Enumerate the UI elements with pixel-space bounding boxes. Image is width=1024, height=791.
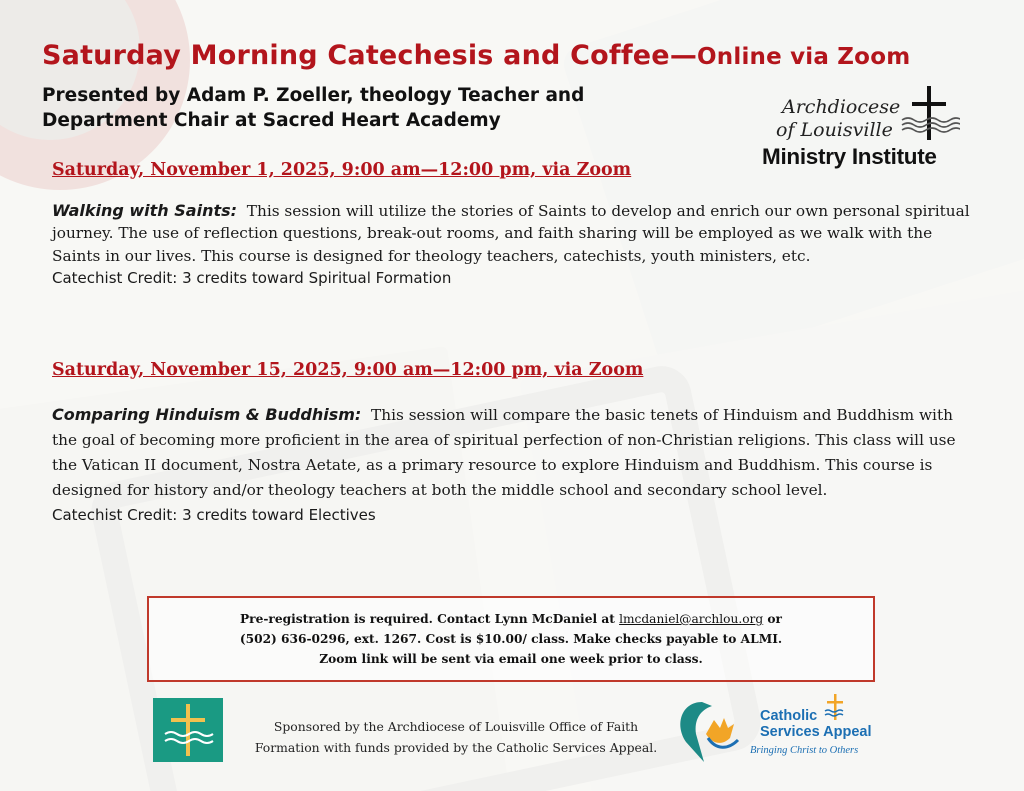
- registration-line-2: (502) 636-0296, ext. 1267. Cost is $10.00/ class. Make checks payable to ALMI.: [239, 632, 783, 646]
- catholic-services-appeal-logo: [672, 694, 872, 764]
- sponsor-line-2: Formation with funds provided by the Catholic Services Appeal.: [254, 740, 658, 756]
- registration-line-3: Zoom link will be sent via email one week prior to class.: [319, 652, 703, 666]
- session-2-date: Saturday, November 15, 2025, 9:00 am—12:00 pm, via Zoom: [52, 360, 644, 380]
- title-main: Saturday Morning Catechesis and Coffee—: [42, 40, 698, 71]
- session-1-credit: Catechist Credit: 3 credits toward Spiritual Formation: [52, 269, 452, 288]
- session-2-course-name: Comparing Hinduism & Buddhism:: [52, 405, 362, 424]
- csa-name: [760, 708, 872, 740]
- csa-name-line-2: Services Appeal: [760, 724, 872, 740]
- session-1-course-name: Walking with Saints:: [52, 201, 238, 220]
- session-2-credit: Catechist Credit: 3 credits toward Electives: [52, 506, 376, 524]
- sponsor-note: [236, 716, 676, 758]
- registration-line-1-suffix: or: [763, 612, 782, 626]
- title-tail: Online via Zoom: [697, 44, 911, 70]
- logo-line-3: Ministry Institute: [762, 144, 937, 169]
- faith-formation-logo: [153, 698, 223, 762]
- registration-line-1-prefix: Pre-registration is required. Contact Lynn McDaniel at: [240, 612, 620, 626]
- logo-line-2: of Louisville: [776, 119, 893, 141]
- presenter-line-1: Presented by Adam P. Zoeller, theology Teacher and: [42, 85, 585, 106]
- session-2-body: [52, 402, 972, 528]
- ministry-institute-logo: [762, 86, 982, 176]
- contact-email-link[interactable]: lmcdaniel@archlou.org: [619, 612, 764, 626]
- cross-waves-icon: [900, 86, 960, 144]
- hands-heart-icon: [672, 694, 758, 764]
- csa-name-line-1: Catholic: [760, 708, 818, 724]
- session-1-description: This session will utilize the stories of Saints to develop and enrich our own personal spiritual journey. The use of reflection questions, break-out rooms, and faith sharing will be employed as we walk with the Saints in our lives. This course is designed for theology teachers, catechists, youth ministers, etc.: [52, 202, 970, 265]
- presenter-line-2: Department Chair at Sacred Heart Academy: [42, 110, 501, 131]
- session-2-description: This session will compare the basic tenets of Hinduism and Buddhism with the goal of becoming more proficient in the area of spiritual perfection of non-Christian religions. This class will use the Vatican II document, Nostra Aetate, as a primary resource to explore Hinduism and Buddhism. This course is designed for history and/or theology teachers at both the middle school and secondary school level.: [52, 406, 956, 499]
- sponsor-line-1: Sponsored by the Archdiocese of Louisville Office of Faith: [273, 719, 639, 735]
- presenter-info: [42, 83, 642, 133]
- csa-cross-icon: [824, 694, 846, 722]
- logo-line-1: Archdiocese: [782, 96, 901, 118]
- registration-box: [147, 596, 875, 682]
- session-1-body: [52, 200, 972, 290]
- session-1-date: Saturday, November 1, 2025, 9:00 am—12:00 pm, via Zoom: [52, 160, 632, 180]
- cross-icon: [153, 698, 223, 762]
- page-title: [42, 40, 910, 71]
- csa-tagline: Bringing Christ to Others: [750, 745, 859, 756]
